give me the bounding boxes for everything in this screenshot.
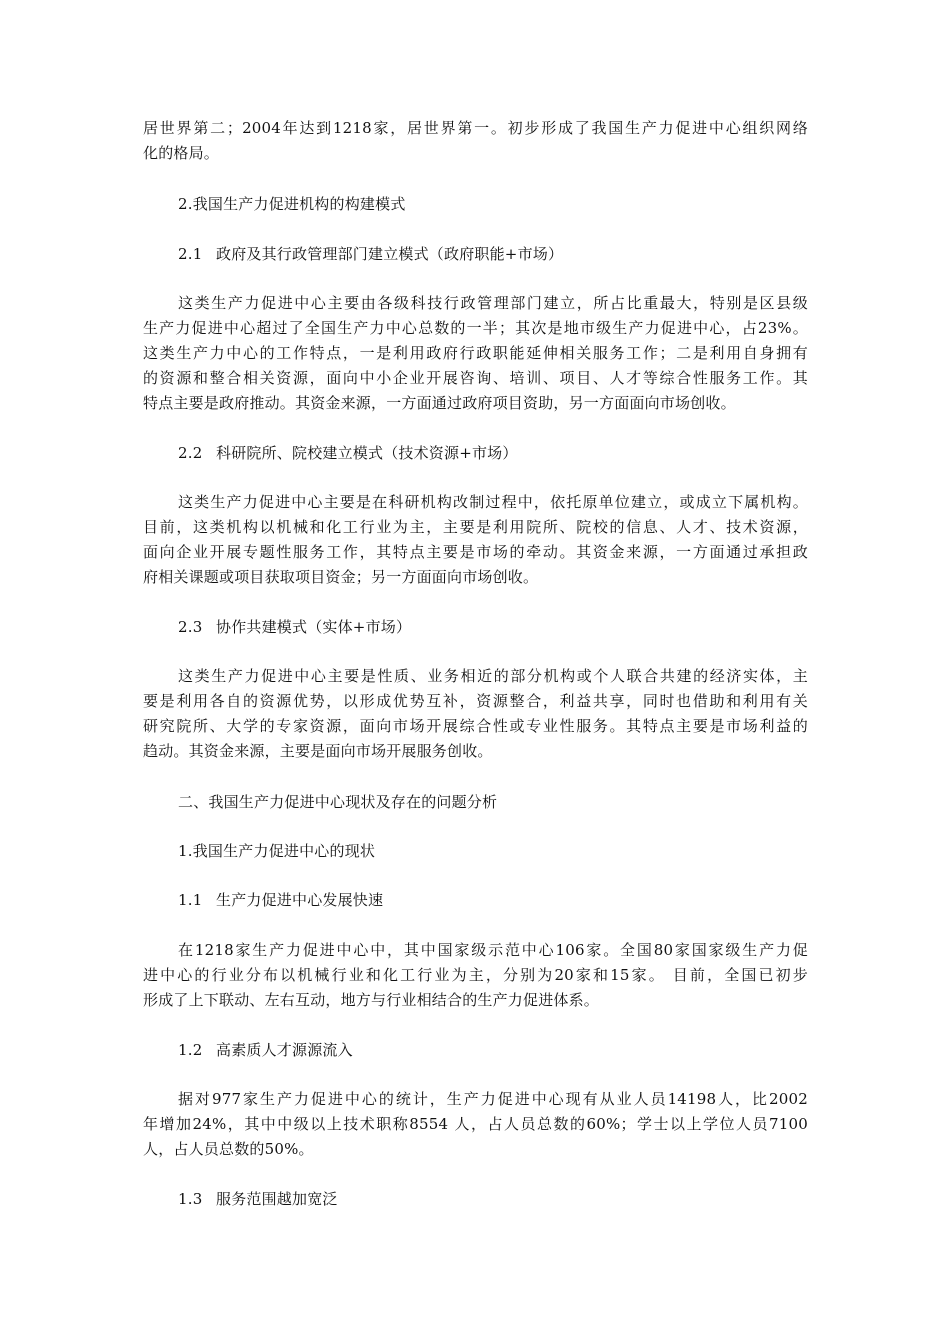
paragraph-continuation bbox=[143, 116, 808, 166]
subsection-heading bbox=[143, 888, 843, 913]
subsection-heading bbox=[143, 1038, 843, 1063]
text-line: 进中心的行业分布以机械行业和化工行业为主，分别为20家和15家。 目前，全国已初步 bbox=[143, 966, 808, 984]
heading-text: 服务范围越加宽泛 bbox=[216, 1190, 338, 1208]
paragraph bbox=[143, 291, 808, 416]
text-line: 府相关课题或项目获取项目资金；另一方面面向市场创收。 bbox=[143, 568, 539, 586]
heading-number: 2.3 bbox=[178, 618, 203, 636]
heading-text: 高素质人才源源流入 bbox=[216, 1041, 353, 1059]
paragraph bbox=[143, 490, 808, 590]
text-line: 化的格局。 bbox=[143, 144, 220, 162]
heading-number: 2.2 bbox=[178, 444, 203, 462]
heading-number: 1.2 bbox=[178, 1041, 203, 1059]
paragraph bbox=[143, 938, 808, 1013]
subsection-heading bbox=[143, 1187, 843, 1212]
text-line: 的资源和整合相关资源，面向中小企业开展咨询、培训、项目、人才等综合性服务工作。其 bbox=[143, 369, 808, 387]
heading-text: 协作共建模式（实体+市场） bbox=[216, 618, 412, 636]
subsection-heading bbox=[143, 242, 843, 267]
heading-text: 科研院所、院校建立模式（技术资源+市场） bbox=[216, 444, 518, 462]
text-line: 要是利用各自的资源优势，以形成优势互补，资源整合，利益共享，同时也借助和利用有关 bbox=[143, 692, 808, 710]
text-line: 目前，这类机构以机械和化工行业为主，主要是利用院所、院校的信息、人才、技术资源， bbox=[143, 518, 808, 536]
text-line: 这类生产力促进中心主要是在科研机构改制过程中，依托原单位建立，或成立下属机构。 bbox=[178, 493, 808, 511]
text-line: 特点主要是政府推动。其资金来源，一方面通过政府项目资助，另一方面面向市场创收。 bbox=[143, 394, 736, 412]
text-line: 年增加24%，其中中级以上技术职称8554 人，占人员总数的60%；学士以上学位人员7100 bbox=[143, 1115, 808, 1133]
text-line: 面向企业开展专题性服务工作，其特点主要是市场的牵动。其资金来源，一方面通过承担政 bbox=[143, 543, 808, 561]
heading-text: 1.我国生产力促进中心的现状 bbox=[178, 842, 376, 860]
heading-number: 2.1 bbox=[178, 245, 203, 263]
section-heading bbox=[143, 839, 843, 864]
text-line: 研究院所、大学的专家资源，面向市场开展综合性或专业性服务。其特点主要是市场利益的 bbox=[143, 717, 808, 735]
text-line: 这类生产力促进中心主要是性质、业务相近的部分机构或个人联合共建的经济实体，主 bbox=[178, 667, 808, 685]
paragraph bbox=[143, 1087, 808, 1162]
subsection-heading bbox=[143, 441, 843, 466]
heading-text: 二、我国生产力促进中心现状及存在的问题分析 bbox=[178, 793, 498, 811]
section-heading bbox=[143, 192, 843, 217]
text-line: 这类生产力促进中心主要由各级科技行政管理部门建立，所占比重最大，特别是区县级 bbox=[178, 294, 808, 312]
text-line: 在1218家生产力促进中心中，其中国家级示范中心106家。全国80家国家级生产力促 bbox=[178, 941, 808, 959]
text-line: 据对977家生产力促进中心的统计，生产力促进中心现有从业人员14198人，比2002 bbox=[178, 1090, 808, 1108]
heading-number: 1.1 bbox=[178, 891, 203, 909]
text-line: 生产力促进中心超过了全国生产力中心总数的一半；其次是地市级生产力促进中心，占23%。 bbox=[143, 319, 808, 337]
paragraph bbox=[143, 664, 808, 764]
text-line: 这类生产力中心的工作特点，一是利用政府行政职能延伸相关服务工作；二是利用自身拥有 bbox=[143, 344, 808, 362]
heading-number: 1.3 bbox=[178, 1190, 203, 1208]
subsection-heading bbox=[143, 615, 843, 640]
text-line: 居世界第二；2004年达到1218家，居世界第一。初步形成了我国生产力促进中心组织网络 bbox=[143, 119, 808, 137]
heading-text: 生产力促进中心发展快速 bbox=[216, 891, 384, 909]
text-line: 形成了上下联动、左右互动，地方与行业相结合的生产力促进体系。 bbox=[143, 991, 600, 1009]
text-line: 人，占人员总数的50%。 bbox=[143, 1140, 314, 1158]
section-heading bbox=[143, 790, 843, 815]
text-line: 趋动。其资金来源，主要是面向市场开展服务创收。 bbox=[143, 742, 493, 760]
heading-text: 政府及其行政管理部门建立模式（政府职能+市场） bbox=[216, 245, 564, 263]
heading-text: 2.我国生产力促进机构的构建模式 bbox=[178, 195, 406, 213]
